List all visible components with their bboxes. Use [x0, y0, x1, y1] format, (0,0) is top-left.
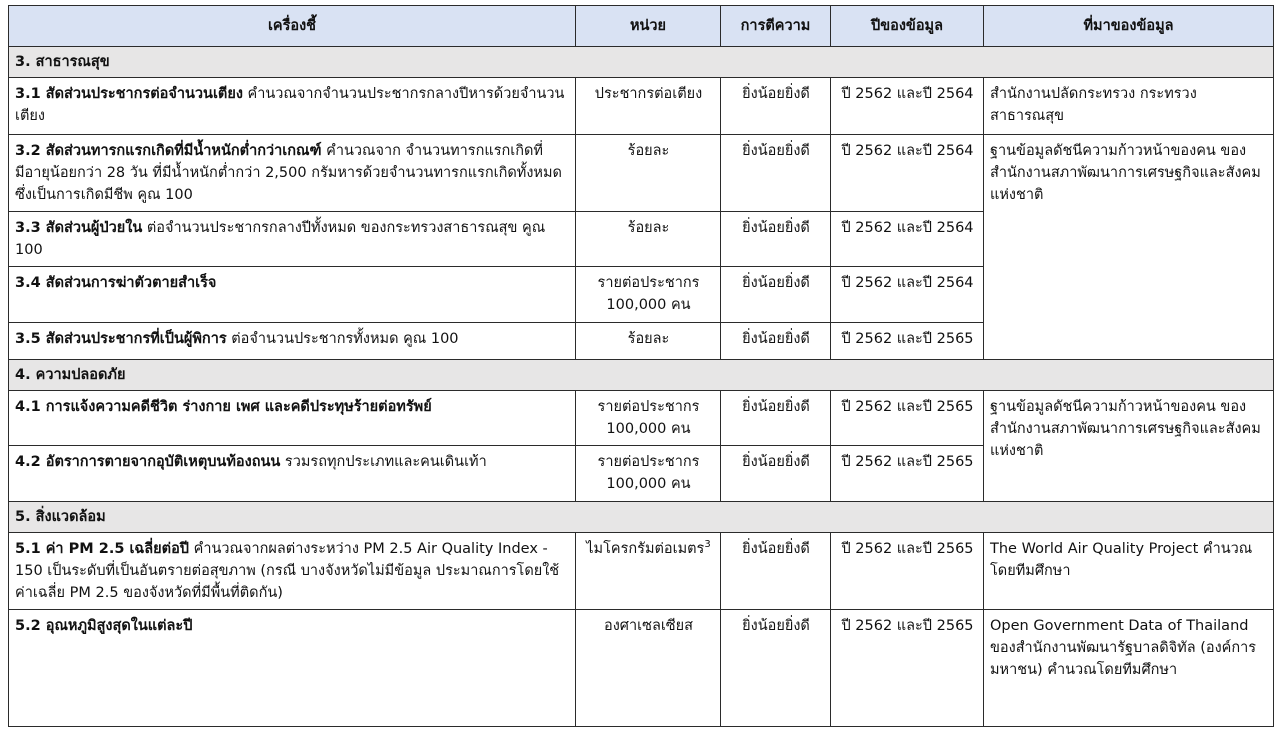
indicator-table — [8, 5, 1274, 727]
year-cell: ปี 2562 และปี 2565 — [831, 323, 984, 360]
table-row — [9, 78, 1274, 135]
section-title: 4. ความปลอดภัย — [9, 360, 1274, 391]
interpretation-cell: ยิ่งน้อยยิ่งดี — [721, 323, 831, 360]
indicator-name: 3.4 สัดส่วนการฆ่าตัวตายสำเร็จ — [15, 275, 217, 291]
unit-text: ไมโครกรัมต่อเมตร — [586, 541, 705, 557]
indicator-desc: คำนวณจากจำนวนประชากรกลางปีหารด้วยจำนวนเตียง — [15, 86, 565, 124]
indicator-name: 5.1 ค่า PM 2.5 เฉลี่ยต่อปี — [15, 541, 190, 557]
header-interpretation: การตีความ — [721, 6, 831, 47]
interpretation-cell: ยิ่งน้อยยิ่งดี — [721, 610, 831, 727]
indicator-cell — [9, 533, 576, 610]
unit-cell: ประชากรต่อเตียง — [576, 78, 721, 135]
table-row — [9, 135, 1274, 212]
interpretation-cell: ยิ่งน้อยยิ่งดี — [721, 78, 831, 135]
indicator-name: 4.1 การแจ้งความคดีชีวิต ร่างกาย เพศ และคดีประทุษร้ายต่อทรัพย์ — [15, 399, 432, 415]
indicator-name: 3.5 สัดส่วนประชากรที่เป็นผู้พิการ — [15, 331, 227, 347]
interpretation-cell: ยิ่งน้อยยิ่งดี — [721, 267, 831, 323]
indicator-desc: ต่อจำนวนประชากรทั้งหมด คูณ 100 — [226, 331, 459, 347]
header-indicator: เครื่องชี้ — [9, 6, 576, 47]
year-cell: ปี 2562 และปี 2564 — [831, 267, 984, 323]
indicator-name: 5.2 อุณหภูมิสูงสุดในแต่ละปี — [15, 618, 193, 634]
interpretation-cell: ยิ่งน้อยยิ่งดี — [721, 533, 831, 610]
interpretation-cell: ยิ่งน้อยยิ่งดี — [721, 212, 831, 267]
source-cell: ฐานข้อมูลดัชนีความก้าวหน้าของคน ของสำนักงานสภาพัฒนาการเศรษฐกิจและสังคมแห่งชาติ — [984, 391, 1274, 502]
unit-cell: รายต่อประชากร 100,000 คน — [576, 446, 721, 502]
indicator-desc: คำนวณจากผลต่างระหว่าง PM 2.5 Air Quality Index - 150 เป็นระดับที่เป็นอันตรายต่อสุขภาพ (กรณี บางจังหวัดไม่มีข้อมูล ประมาณการโดยใช้ค่าเฉลี่ย PM 2.5 ของจังหวัดที่มีพื้นที่ติดกัน) — [15, 541, 560, 601]
table-row — [9, 533, 1274, 610]
interpretation-cell: ยิ่งน้อยยิ่งดี — [721, 135, 831, 212]
year-cell: ปี 2562 และปี 2564 — [831, 212, 984, 267]
table-body — [9, 47, 1274, 727]
interpretation-cell: ยิ่งน้อยยิ่งดี — [721, 446, 831, 502]
year-cell: ปี 2562 และปี 2564 — [831, 78, 984, 135]
year-cell: ปี 2562 และปี 2565 — [831, 446, 984, 502]
unit-cell: ร้อยละ — [576, 135, 721, 212]
indicator-cell — [9, 267, 576, 323]
year-cell: ปี 2562 และปี 2564 — [831, 135, 984, 212]
indicator-name: 3.2 สัดส่วนทารกแรกเกิดที่มีน้ำหนักต่ำกว่าเกณฑ์ — [15, 143, 322, 159]
source-cell: สำนักงานปลัดกระทรวง กระทรวงสาธารณสุข — [984, 78, 1274, 135]
table-header — [9, 6, 1274, 47]
unit-cell: ร้อยละ — [576, 323, 721, 360]
indicator-cell — [9, 135, 576, 212]
source-cell: ฐานข้อมูลดัชนีความก้าวหน้าของคน ของสำนักงานสภาพัฒนาการเศรษฐกิจและสังคมแห่งชาติ — [984, 135, 1274, 360]
indicator-cell — [9, 323, 576, 360]
header-source: ที่มาของข้อมูล — [984, 6, 1274, 47]
indicator-cell — [9, 212, 576, 267]
indicator-name: 3.3 สัดส่วนผู้ป่วยใน — [15, 220, 143, 236]
year-cell: ปี 2562 และปี 2565 — [831, 391, 984, 446]
year-cell: ปี 2562 และปี 2565 — [831, 533, 984, 610]
indicator-name: 3.1 สัดส่วนประชากรต่อจำนวนเตียง — [15, 86, 243, 102]
indicator-desc: ต่อจำนวนประชากรกลางปีทั้งหมด ของกระทรวงสาธารณสุข คูณ 100 — [15, 220, 546, 258]
section-row — [9, 47, 1274, 78]
unit-cell: องศาเซลเซียส — [576, 610, 721, 727]
table-row — [9, 391, 1274, 446]
indicator-cell — [9, 391, 576, 446]
section-row — [9, 502, 1274, 533]
unit-cell: รายต่อประชากร 100,000 คน — [576, 267, 721, 323]
source-cell: Open Government Data of Thailand ของสำนักงานพัฒนารัฐบาลดิจิทัล (องค์การมหาชน) คำนวณโดยทีมศึกษา — [984, 610, 1274, 727]
indicator-cell — [9, 610, 576, 727]
header-row — [9, 6, 1274, 47]
header-unit: หน่วย — [576, 6, 721, 47]
interpretation-cell: ยิ่งน้อยยิ่งดี — [721, 391, 831, 446]
indicator-cell — [9, 446, 576, 502]
year-cell: ปี 2562 และปี 2565 — [831, 610, 984, 727]
indicator-desc: รวมรถทุกประเภทและคนเดินเท้า — [280, 454, 487, 470]
section-row — [9, 360, 1274, 391]
section-title: 3. สาธารณสุข — [9, 47, 1274, 78]
unit-superscript: 3 — [704, 539, 711, 551]
indicator-cell — [9, 78, 576, 135]
header-data-year: ปีของข้อมูล — [831, 6, 984, 47]
source-cell: The World Air Quality Project คำนวณโดยทีมศึกษา — [984, 533, 1274, 610]
table-row — [9, 610, 1274, 727]
unit-cell: รายต่อประชากร 100,000 คน — [576, 391, 721, 446]
unit-cell — [576, 533, 721, 610]
indicator-name: 4.2 อัตราการตายจากอุบัติเหตุบนท้องถนน — [15, 454, 281, 470]
section-title: 5. สิ่งแวดล้อม — [9, 502, 1274, 533]
unit-cell: ร้อยละ — [576, 212, 721, 267]
indicator-desc: คำนวณจาก จำนวนทารกแรกเกิดที่มีอายุน้อยกว่า 28 วัน ที่มีน้ำหนักต่ำกว่า 2,500 กรัมหารด้วยจำนวนทารกแรกเกิดทั้งหมด ซึ่งเป็นการเกิดมีชีพ คูณ 100 — [15, 143, 562, 203]
